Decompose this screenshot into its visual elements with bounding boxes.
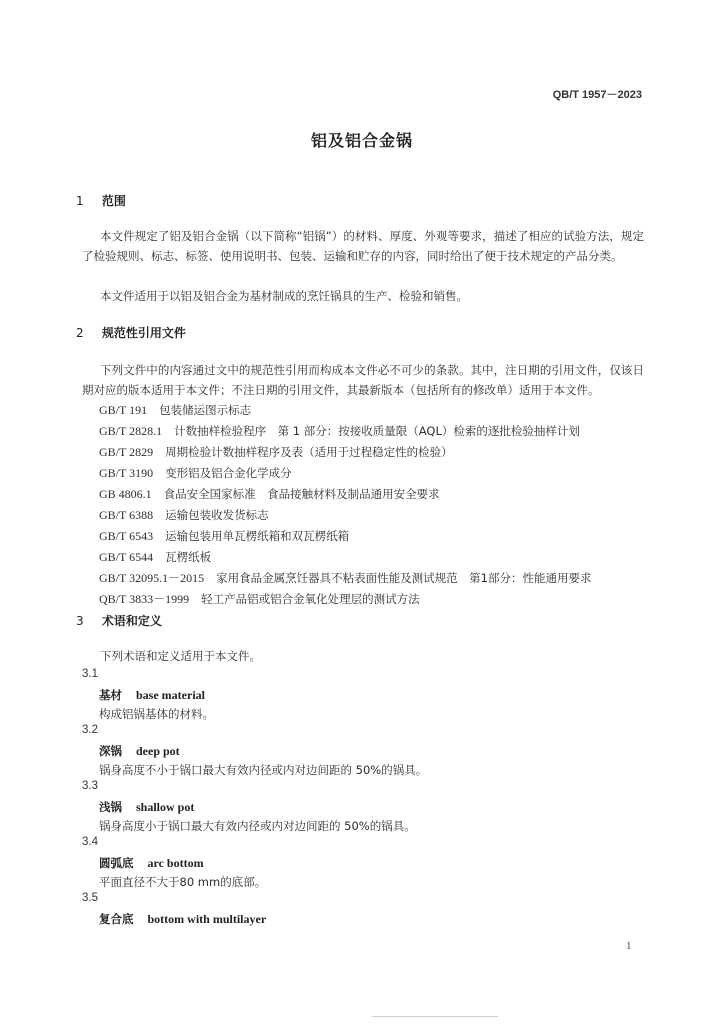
normative-refs-intro: 下列文件中的内容通过文中的规范性引用而构成本文件必不可少的条款。其中，注日期的引用文件，仅该日期对应的版本适用于本文件；不注日期的引用文件，其最新版本（包括所有的修改单）适用于本文件。 (82, 363, 644, 397)
reference-code: GB/T 2829 (99, 445, 154, 459)
term-name-en: shallow pot (136, 800, 195, 814)
reference-code: GB/T 191 (99, 403, 148, 417)
reference-item (99, 589, 659, 610)
scope-paragraph-2: 本文件适用于以铝及铝合金为基材制成的烹饪锅具的生产、检验和销售。 (100, 289, 468, 303)
reference-title: 周期检验计数抽样程序及表（适用于过程稳定性的检验） (165, 445, 453, 459)
reference-item (99, 568, 659, 589)
term-name (99, 687, 205, 703)
reference-item (99, 484, 659, 505)
section-1-heading (76, 192, 126, 209)
term-name (99, 743, 180, 759)
standard-number: QB/T 1957－2023 (552, 89, 642, 101)
reference-code: GB/T 32095.1－2015 (99, 571, 205, 585)
reference-title: 计数抽样检验程序 第 1 部分：按接收质量限（AQL）检索的逐批检验抽样计划 (174, 424, 580, 438)
page-number: 1 (626, 940, 632, 952)
reference-item (99, 463, 659, 484)
section-title: 范围 (101, 194, 126, 208)
term-definition: 构成铝锅基体的材料。 (99, 707, 214, 721)
term-name-zh: 复合底 (99, 912, 134, 926)
terms-intro: 下列术语和定义适用于本文件。 (100, 649, 261, 663)
reference-title: 运输包装收发货标志 (165, 508, 269, 522)
reference-code: GB/T 6544 (99, 550, 154, 564)
document-title: 铝及铝合金锅 (310, 131, 413, 150)
reference-code: QB/T 3833－1999 (99, 592, 190, 606)
term-name-en: arc bottom (147, 856, 204, 870)
reference-title: 轻工产品铝或铝合金氧化处理层的测试方法 (201, 592, 420, 606)
term-name-en: deep pot (136, 744, 180, 758)
term-number: 3.3 (82, 780, 98, 792)
scan-artifact-line (372, 1016, 498, 1017)
reference-code: GB/T 2828.1 (99, 424, 163, 438)
term-name (99, 911, 266, 927)
term-name-zh: 深锅 (99, 744, 122, 758)
section-3-heading (76, 612, 162, 629)
reference-title: 运输包装用单瓦楞纸箱和双瓦楞纸箱 (165, 529, 350, 543)
reference-item (99, 505, 659, 526)
term-number: 3.5 (82, 892, 98, 904)
term-name-zh: 浅锅 (99, 800, 122, 814)
term-number: 3.1 (82, 668, 98, 680)
reference-code: GB/T 3190 (99, 466, 154, 480)
section-number: 3 (76, 614, 84, 628)
reference-item (99, 547, 659, 568)
section-number: 1 (76, 194, 84, 208)
reference-item (99, 400, 659, 421)
reference-code: GB/T 6543 (99, 529, 154, 543)
term-name (99, 855, 204, 871)
term-name-en: bottom with multilayer (147, 912, 267, 926)
reference-item (99, 442, 659, 463)
reference-title: 瓦楞纸板 (165, 550, 212, 564)
reference-title: 食品安全国家标准 食品接触材料及制品通用安全要求 (163, 487, 440, 501)
term-definition: 锅身高度不小于锅口最大有效内径或内对边间距的 50%的锅具。 (99, 763, 428, 777)
term-name (99, 799, 194, 815)
reference-title: 包装储运图示标志 (159, 403, 252, 417)
section-title: 规范性引用文件 (101, 326, 186, 340)
term-name-zh: 圆弧底 (99, 856, 134, 870)
reference-list (99, 400, 659, 610)
section-number: 2 (76, 326, 84, 340)
term-name-en: base material (136, 688, 205, 702)
reference-item (99, 421, 659, 442)
term-name-zh: 基材 (99, 688, 122, 702)
scope-paragraph-1: 本文件规定了铝及铝合金锅（以下简称“铝锅”）的材料、厚度、外观等要求，描述了相应的试验方法，规定了检验规则、标志、标签、使用说明书、包装、运输和贮存的内容，同时给出了便于技术规定的产品分类。 (82, 229, 644, 263)
term-definition: 平面直径不大于80 mm的底部。 (99, 875, 267, 889)
term-number: 3.2 (82, 724, 98, 736)
section-2-heading (76, 324, 186, 341)
reference-code: GB/T 6388 (99, 508, 154, 522)
reference-title: 变形铝及铝合金化学成分 (165, 466, 292, 480)
reference-title: 家用食品金属烹饪器具不粘表面性能及测试规范 第1部分：性能通用要求 (216, 571, 592, 585)
term-number: 3.4 (82, 836, 98, 848)
section-title: 术语和定义 (101, 614, 162, 628)
reference-item (99, 526, 659, 547)
reference-code: GB 4806.1 (99, 487, 152, 501)
term-definition: 锅身高度小于锅口最大有效内径或内对边间距的 50%的锅具。 (99, 819, 416, 833)
